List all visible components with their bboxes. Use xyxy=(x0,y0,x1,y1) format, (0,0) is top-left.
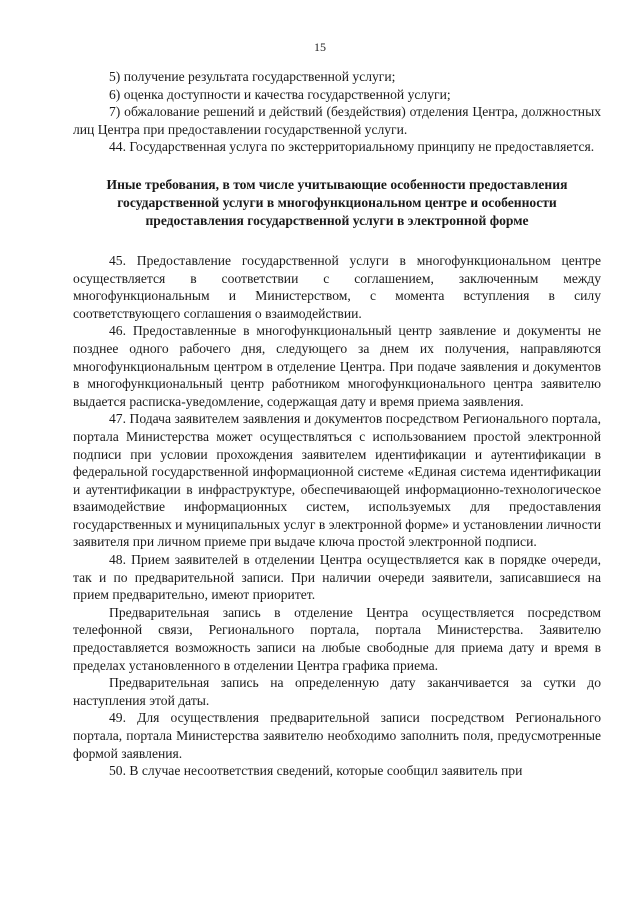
paragraph-48-appointment: Предварительная запись в отделение Центра осуществляется посредством телефонной связи, Регионального портала, портала Министерства. Заявителю предоставляется возможность записи на любые свободные для приема дату и время в пределах установленного в отделении Центра графика приема. xyxy=(73,604,601,673)
page-number: 15 xyxy=(314,40,326,54)
paragraph-item-6: 6) оценка доступности и качества государственной услуги; xyxy=(109,86,451,102)
paragraph-47: 47. Подача заявителем заявления и документов посредством Регионального портала, портала Министерства может осуществляться с использованием простой электронной подписи при условии прохождения заявителем идентификации и аутентификации в федеральной государственной информационной системе «Единая система идентификации и аутентификации в инфраструктуре, обеспечивающей информационно-технологическое взаимодействие информационных систем, используемых для предоставления государственных и муниципальных услуг в электронной форме» и установлении личности заявителя при личном приеме при выдаче ключа простой электронной подписи. xyxy=(73,411,601,550)
document-body xyxy=(73,68,601,780)
paragraph-46: 46. Предоставленные в многофункциональный центр заявление и документы не позднее одного рабочего дня, следующего за днем их получения, направляются многофункциональным центром в отделение Центра. При подаче заявления и документов в многофункциональный центр работником многофункционального центра заявителю выдается расписка-уведомление, содержащая дату и время приема заявления. xyxy=(73,323,601,409)
paragraph-48-deadline: Предварительная запись на определенную дату заканчивается за сутки до наступления этой даты. xyxy=(73,675,601,708)
paragraph-44: 44. Государственная услуга по экстерриториальному принципу не предоставляется. xyxy=(109,139,595,155)
paragraph-item-7: 7) обжалование решений и действий (бездействия) отделения Центра, должностных лиц Центра при предоставлении государственной услуги. xyxy=(73,104,601,137)
paragraph-50: 50. В случае несоответствия сведений, которые сообщил заявитель при xyxy=(109,763,523,779)
paragraph-item-5: 5) получение результата государственной услуги; xyxy=(109,69,396,84)
paragraph-45: 45. Предоставление государственной услуги в многофункциональном центре осуществляется в соответствии с соглашением, заключенным между многофункциональным и Министерством, с момента вступления в силу соответствующего соглашения о взаимодействии. xyxy=(73,252,601,321)
paragraph-49: 49. Для осуществления предварительной записи посредством Регионального портала, портала Министерства заявителю необходимо заполнить поля, предусмотренные формой заявления. xyxy=(73,710,601,761)
paragraph-48: 48. Прием заявителей в отделении Центра осуществляется как в порядке очереди, так и по предварительной записи. При наличии очереди заявители, записавшиеся на прием предварительно, имеют приоритет. xyxy=(73,552,601,603)
section-heading: Иные требования, в том числе учитывающие особенности предоставления государственной услуги в многофункциональном центре и особенности предоставления государственной услуги в электронной форме xyxy=(106,176,568,228)
